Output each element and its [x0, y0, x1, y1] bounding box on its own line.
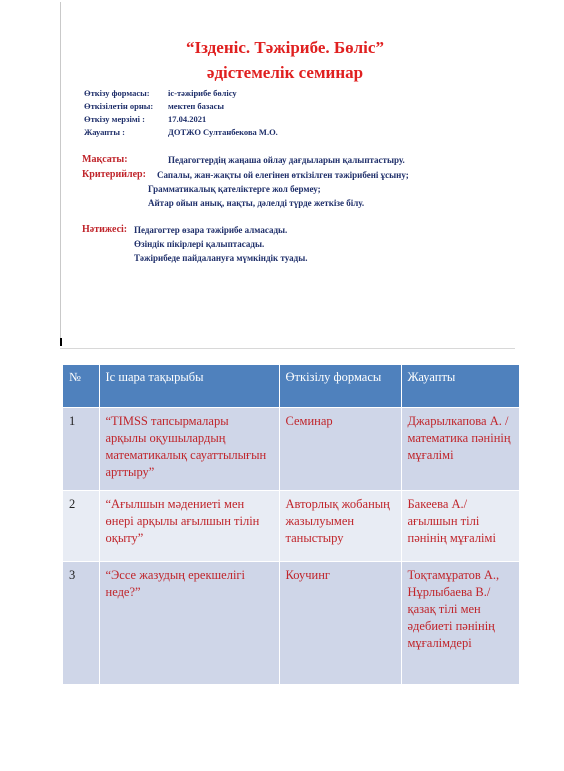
row-form: Коучинг — [279, 562, 401, 685]
goal-label: Мақсаты: — [82, 154, 128, 165]
info-value-responsible: ДОТЖО Султанбекова М.О. — [168, 127, 278, 137]
row-responsible: Бакеева А./ ағылшын тілі пәнінің мұғалімі — [401, 491, 519, 562]
header-number: № — [63, 365, 99, 408]
row-number: 2 — [63, 491, 99, 562]
info-label-responsible: Жауапты : — [84, 127, 125, 137]
criteria-line-2: Грамматикалық қателіктерге жол бермеу; — [148, 184, 321, 194]
result-line-2: Өзіндік пікірлері қалыптасады. — [134, 239, 265, 249]
result-line-1: Педагогтер өзара тәжірибе алмасады. — [134, 225, 288, 235]
table-row — [63, 408, 519, 491]
document-page — [0, 0, 564, 350]
table-row — [63, 562, 519, 685]
criteria-line-1: Сапалы, жан-жақты ой елегінен өткізілген тәжірибені ұсыну; — [157, 170, 409, 180]
info-value-place: мектеп базасы — [168, 101, 225, 111]
document-title: “Ізденіс. Тәжірибе. Бөліс” — [186, 38, 384, 57]
header-responsible: Жауапты — [401, 365, 519, 408]
events-table — [63, 365, 520, 684]
document-subtitle: әдістемелік семинар — [206, 63, 364, 82]
table-header-row — [63, 365, 519, 408]
row-topic: “Ағылшын мәдениеті мен өнері арқылы ағылшын тілін оқыту” — [99, 491, 279, 562]
table-row — [63, 491, 519, 562]
info-value-date: 17.04.2021 — [168, 114, 207, 124]
row-form: Семинар — [279, 408, 401, 491]
info-label-form: Өткізу формасы: — [84, 88, 150, 98]
criteria-label: Критерийлер: — [82, 169, 146, 180]
info-label-date: Өткізу мерзімі : — [84, 114, 145, 124]
info-value-form: іс-тәжірибе бөлісу — [168, 88, 237, 98]
row-responsible: Джарылкапова А. / математика пәнінің мұғалімі — [401, 408, 519, 491]
text-cursor — [60, 338, 62, 346]
info-label-place: Өткізілетін орны: — [84, 101, 154, 111]
row-topic: “Эссе жазудың ерекшелігі неде?” — [99, 562, 279, 685]
row-number: 3 — [63, 562, 99, 685]
criteria-line-3: Айтар ойын анық, нақты, дәлелді түрде жеткізе білу. — [148, 198, 365, 208]
row-number: 1 — [63, 408, 99, 491]
result-label: Нәтижесі: — [82, 224, 128, 235]
page-divider — [60, 348, 515, 349]
page-margin-line — [60, 2, 61, 342]
header-form: Өткізілу формасы — [279, 365, 401, 408]
result-line-3: Тәжірибеде пайдалануға мүмкіндік туады. — [134, 253, 308, 263]
row-form: Авторлық жобаның жазылуымен таныстыру — [279, 491, 401, 562]
header-topic: Іс шара тақырыбы — [99, 365, 279, 408]
goal-text: Педагогтердің жаңаша ойлау дағдыларын қалыптастыру. — [168, 155, 405, 165]
row-topic: “TIMSS тапсырмалары арқылы оқушылардың математикалық сауаттылығын арттыру” — [99, 408, 279, 491]
row-responsible: Тоқтамұратов А., Нұрлыбаева В./ қазақ тілі мен әдебиеті пәнінің мұғалімдері — [401, 562, 519, 685]
